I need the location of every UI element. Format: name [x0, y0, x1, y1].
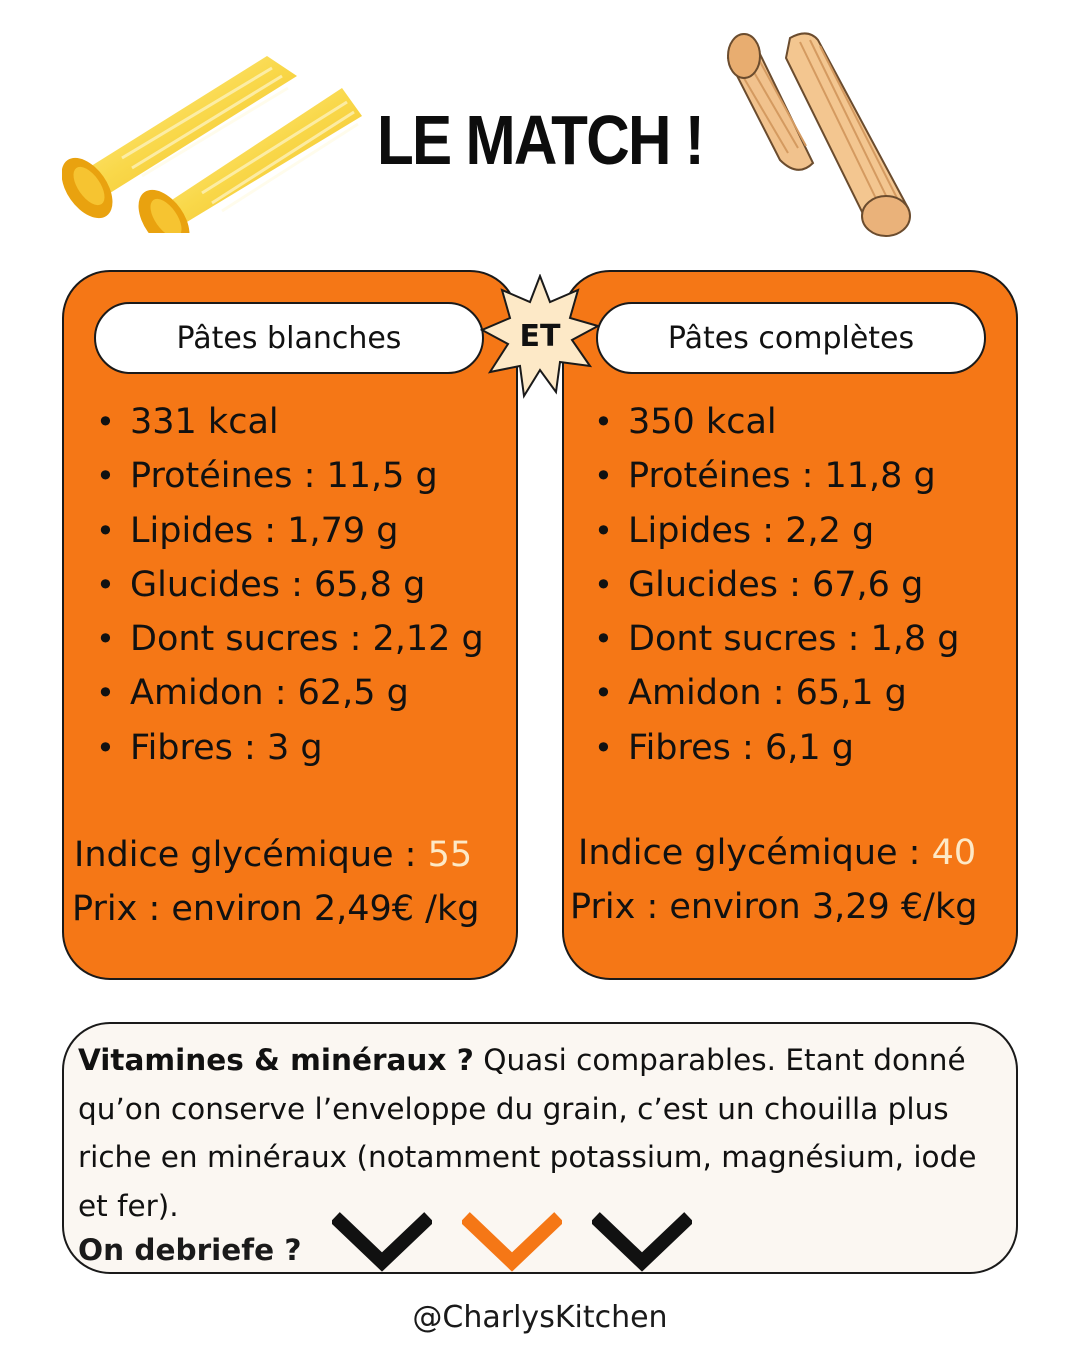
list-item: • Lipides : 2,2 g [594, 504, 960, 558]
list-item: • Protéines : 11,5 g [96, 449, 484, 503]
info-heading: Vitamines & minéraux ? [78, 1043, 474, 1077]
white-pasta-price: Prix : environ 2,49€ /kg [72, 889, 480, 929]
list-item: • Glucides : 67,6 g [594, 558, 960, 612]
white-pasta-glycemic-index: Indice glycémique : 55 [74, 835, 473, 875]
whole-wheat-pasta-label: Pâtes complètes [596, 302, 986, 374]
author-handle: @CharlysKitchen [412, 1300, 668, 1335]
white-pasta-nutrients [96, 395, 484, 775]
separator-label: ET [519, 319, 561, 354]
whole-wheat-pasta-price: Prix : environ 3,29 €/kg [570, 887, 978, 927]
list-item: • Amidon : 65,1 g [594, 666, 960, 720]
whole-wheat-pasta-nutrients [594, 395, 960, 775]
chevron-down-icon[interactable] [332, 1212, 432, 1272]
info-body: Quasi comparables. Etant donné qu’on conserve l’enveloppe du grain, c’est un chouilla plus riche en minéraux (notamment potassium, magnésium, iode et fer). [78, 1043, 977, 1223]
list-item: • Protéines : 11,8 g [594, 449, 960, 503]
whole-wheat-pasta-glycemic-index: Indice glycémique : 40 [578, 833, 977, 873]
debrief-label: On debriefe ? [78, 1233, 302, 1267]
penne-whole-wheat-icon [718, 28, 918, 240]
list-item: • Dont sucres : 2,12 g [96, 612, 484, 666]
list-item: • Fibres : 6,1 g [594, 721, 960, 775]
list-item: • 331 kcal [96, 395, 484, 449]
list-item: • Glucides : 65,8 g [96, 558, 484, 612]
chevron-down-icon[interactable] [462, 1212, 562, 1272]
page-title: LE MATCH ! [376, 101, 704, 179]
chevron-down-icon[interactable] [592, 1212, 692, 1272]
list-item: • Fibres : 3 g [96, 721, 484, 775]
list-item: • Amidon : 62,5 g [96, 666, 484, 720]
starburst-icon [480, 274, 600, 404]
list-item: • Lipides : 1,79 g [96, 504, 484, 558]
white-pasta-label: Pâtes blanches [94, 302, 484, 374]
info-text [78, 1036, 1013, 1230]
list-item: • 350 kcal [594, 395, 960, 449]
list-item: • Dont sucres : 1,8 g [594, 612, 960, 666]
